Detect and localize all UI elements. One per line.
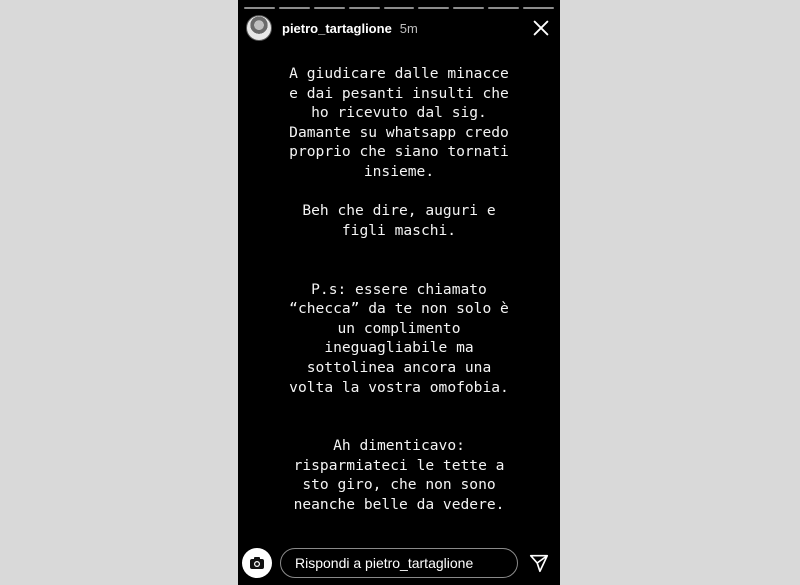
story-footer [242, 547, 556, 579]
progress-segment [418, 7, 449, 9]
story-viewer[interactable] [238, 0, 560, 585]
story-progress-bar [244, 7, 554, 9]
post-time: 5m [399, 20, 418, 36]
camera-button[interactable] [242, 548, 272, 578]
progress-segment [523, 7, 554, 9]
send-icon[interactable] [528, 552, 550, 574]
progress-segment [453, 7, 484, 9]
avatar[interactable] [246, 15, 272, 41]
progress-segment [488, 7, 519, 9]
progress-segment [244, 7, 275, 9]
reply-input[interactable]: Rispondi a pietro_tartaglione [280, 548, 518, 578]
story-header [246, 14, 552, 42]
camera-icon [249, 556, 265, 570]
username[interactable]: pietro_tartaglione [282, 20, 392, 36]
close-icon[interactable] [530, 17, 552, 39]
progress-segment [384, 7, 415, 9]
story-text: A giudicare dalle minacce e dai pesanti insulti che ho ricevuto dal sig. Damante su whatsapp credo proprio che siano tornati insieme. Beh che dire, auguri e figli maschi. P.s: essere chiamato “checca” da te non solo è un complimento ineguagliabile ma sottolinea ancora una volta la vostra omofobia. Ah dimenticavo: risparmiateci le tette a sto giro, che non sono neanche belle da vedere. [289, 65, 509, 514]
progress-segment [279, 7, 310, 9]
progress-segment [349, 7, 380, 9]
progress-segment [314, 7, 345, 9]
